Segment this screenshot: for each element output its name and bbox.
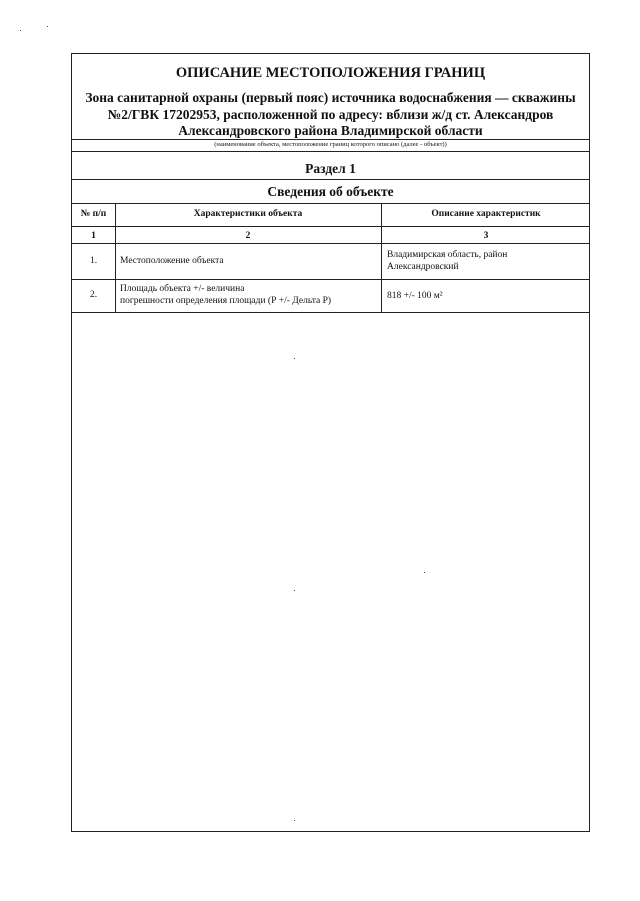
row-2-characteristic — [120, 284, 331, 307]
document-title: ОПИСАНИЕ МЕСТОПОЛОЖЕНИЯ ГРАНИЦ — [175, 65, 486, 81]
row-1-num: 1. — [89, 256, 98, 266]
table-header-characteristic: Характеристики объекта — [193, 209, 303, 219]
row-1-characteristic-line-1: Местоположение объекта — [120, 256, 224, 266]
scan-speck — [47, 26, 48, 27]
table-row-divider — [72, 279, 589, 280]
object-name-line-2: №2/ГВК 17202953, расположенной по адресу: вблизи ж/д ст. Александров — [107, 106, 554, 122]
object-name-line-1: Зона санитарной охраны (первый пояс) источника водоснабжения — скважины — [85, 90, 576, 105]
scan-speck — [424, 572, 425, 573]
table-row-divider — [72, 243, 589, 244]
table-header-num: № п/п — [80, 209, 107, 219]
scan-speck — [294, 358, 295, 359]
table-row-divider — [72, 312, 589, 313]
row-1-description — [387, 250, 507, 273]
divider-line — [72, 139, 589, 140]
row-1-characteristic — [120, 256, 224, 268]
object-name — [78, 90, 583, 140]
column-number-2: 2 — [245, 231, 251, 241]
row-2-description-line-1: 818 +/- 100 м² — [387, 291, 443, 301]
scan-speck — [20, 30, 21, 31]
table-column-divider — [381, 203, 382, 312]
scan-speck — [294, 820, 295, 821]
divider-line — [72, 151, 589, 152]
column-number-1: 1 — [91, 231, 96, 241]
row-2-characteristic-line-2: погрешности определения площади (Р +/- Дельта Р) — [120, 295, 332, 306]
document-frame — [71, 53, 590, 832]
table-column-divider — [115, 203, 116, 312]
object-name-line-3: Александровского района Владимирской области — [178, 123, 483, 138]
divider-line — [72, 179, 589, 180]
row-2-num: 2. — [89, 290, 98, 300]
row-1-description-line-1: Владимирская область, район — [387, 250, 508, 260]
column-number-3: 3 — [483, 231, 489, 241]
row-2-description — [387, 291, 443, 303]
table-header-description: Описание характеристик — [431, 209, 541, 219]
object-caption: (наименование объекта, местоположение границ которого описано (далее - объект)) — [214, 141, 447, 148]
divider-line — [72, 203, 589, 204]
row-1-description-line-2: Александровский — [387, 261, 459, 272]
table-header-divider — [72, 226, 589, 227]
scan-speck — [294, 590, 295, 591]
section-title: Раздел 1 — [305, 161, 356, 176]
section-subtitle: Сведения об объекте — [267, 184, 394, 199]
row-2-characteristic-line-1: Площадь объекта +/- величина — [120, 284, 245, 294]
